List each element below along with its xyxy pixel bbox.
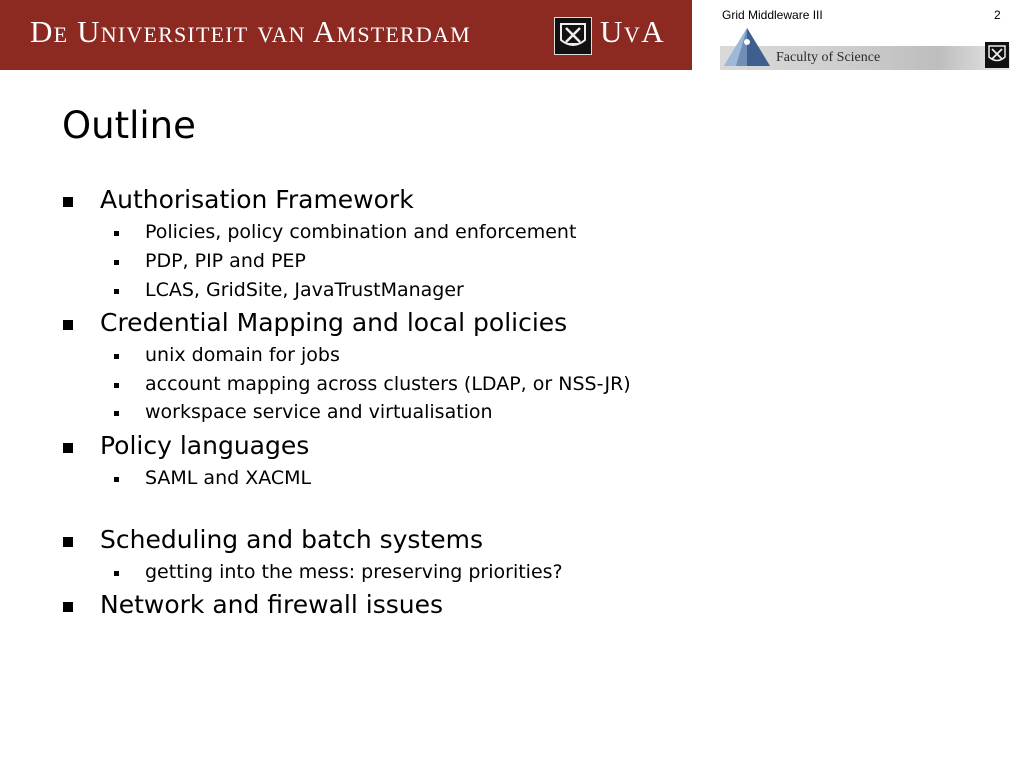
bullet-square-icon [63, 537, 73, 547]
outline-item: Authorisation Framework [100, 185, 414, 214]
uva-abbrev: UvA [600, 14, 666, 49]
bullet-small-icon [114, 383, 119, 388]
bullet-square-icon [63, 443, 73, 453]
outline-subitem: workspace service and virtualisation [145, 401, 493, 423]
uva-crest-small-icon [985, 42, 1009, 68]
bullet-small-icon [114, 411, 119, 416]
bullet-small-icon [114, 571, 119, 576]
outline-subitem: unix domain for jobs [145, 344, 340, 366]
bullet-small-icon [114, 289, 119, 294]
bullet-square-icon [63, 320, 73, 330]
bullet-small-icon [114, 477, 119, 482]
outline-item: Scheduling and batch systems [100, 525, 484, 554]
bullet-small-icon [114, 260, 119, 265]
uva-crest-icon [554, 17, 592, 55]
bullet-small-icon [114, 354, 119, 359]
outline-subitem: PDP, PIP and PEP [145, 250, 306, 272]
outline-subitem: SAML and XACML [145, 467, 312, 489]
bullet-square-icon [63, 197, 73, 207]
outline-item: Network and firewall issues [100, 590, 444, 619]
faculty-name: Faculty of Science [776, 50, 881, 65]
outline-subitem: Policies, policy combination and enforcement [145, 221, 577, 243]
page-number: 2 [994, 8, 1001, 22]
outline-subitem: LCAS, GridSite, JavaTrustManager [145, 279, 464, 301]
bullet-small-icon [114, 231, 119, 236]
pyramid-logo-icon [722, 26, 772, 70]
bullet-square-icon [63, 602, 73, 612]
outline-item: Credential Mapping and local policies [100, 308, 568, 337]
outline-item: Policy languages [100, 431, 310, 460]
outline-subitem: account mapping across clusters (LDAP, or NSS-JR) [145, 373, 631, 395]
university-banner [0, 0, 692, 70]
outline-subitem: getting into the mess: preserving priorities? [145, 561, 563, 583]
slide-title: Outline [62, 104, 196, 147]
course-title: Grid Middleware III [722, 8, 823, 22]
university-name: De Universiteit van Amsterdam [30, 14, 471, 49]
